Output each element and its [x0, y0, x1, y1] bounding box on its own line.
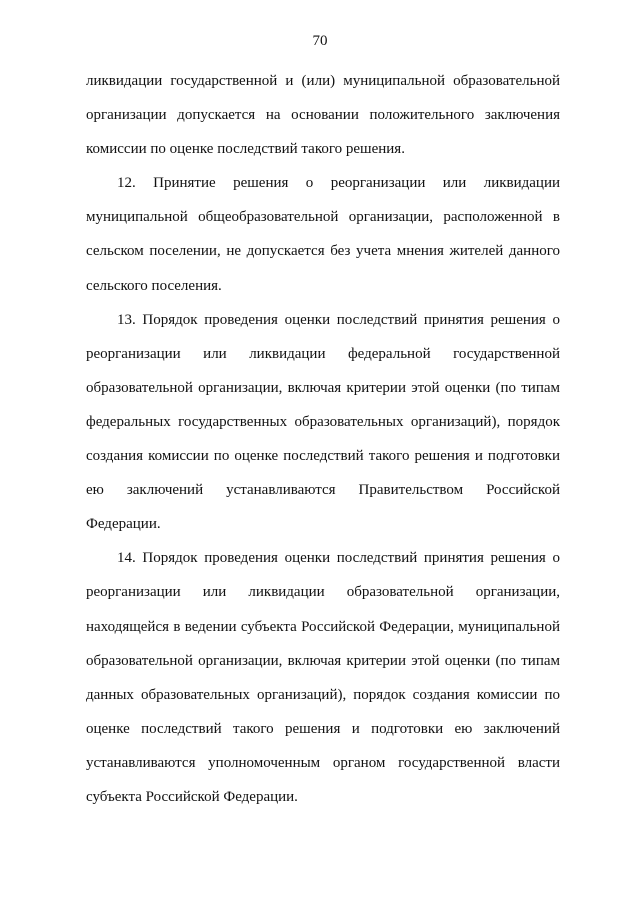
paragraph-item-13: 13. Порядок проведения оценки последствий принятия решения о реорганизации или ликвидации федеральной государственной образовательной организации, включая критерии этой оценки (по типам федеральных государственных образовательных организаций), порядок создания комиссии по оценке последствий такого решения и подготовки ею заключений устанавливаются Правительством Российской Федерации.	[86, 311, 560, 533]
document-body	[86, 64, 560, 814]
paragraph-item-12: 12. Принятие решения о реорганизации или ликвидации муниципальной общеобразовательной организации, расположенной в сельском поселении, не допускается без учета мнения жителей данного сельского поселения.	[86, 175, 560, 294]
paragraph-continuation: ликвидации государственной и (или) муниципальной образовательной организации допускается на основании положительного заключения комиссии по оценке последствий такого решения.	[86, 73, 560, 158]
paragraph-item-14: 14. Порядок проведения оценки последствий принятия решения о реорганизации или ликвидации образовательной организации, находящейся в ведении субъекта Российской Федерации, муниципальной образовательной организации, включая критерии этой оценки (по типам данных образовательных организаций), порядок создания комиссии по оценке последствий такого решения и подготовки ею заключений устанавливаются уполномоченным органом государственной власти субъекта Российской Федерации.	[86, 550, 560, 805]
page-number: 70	[312, 33, 328, 49]
